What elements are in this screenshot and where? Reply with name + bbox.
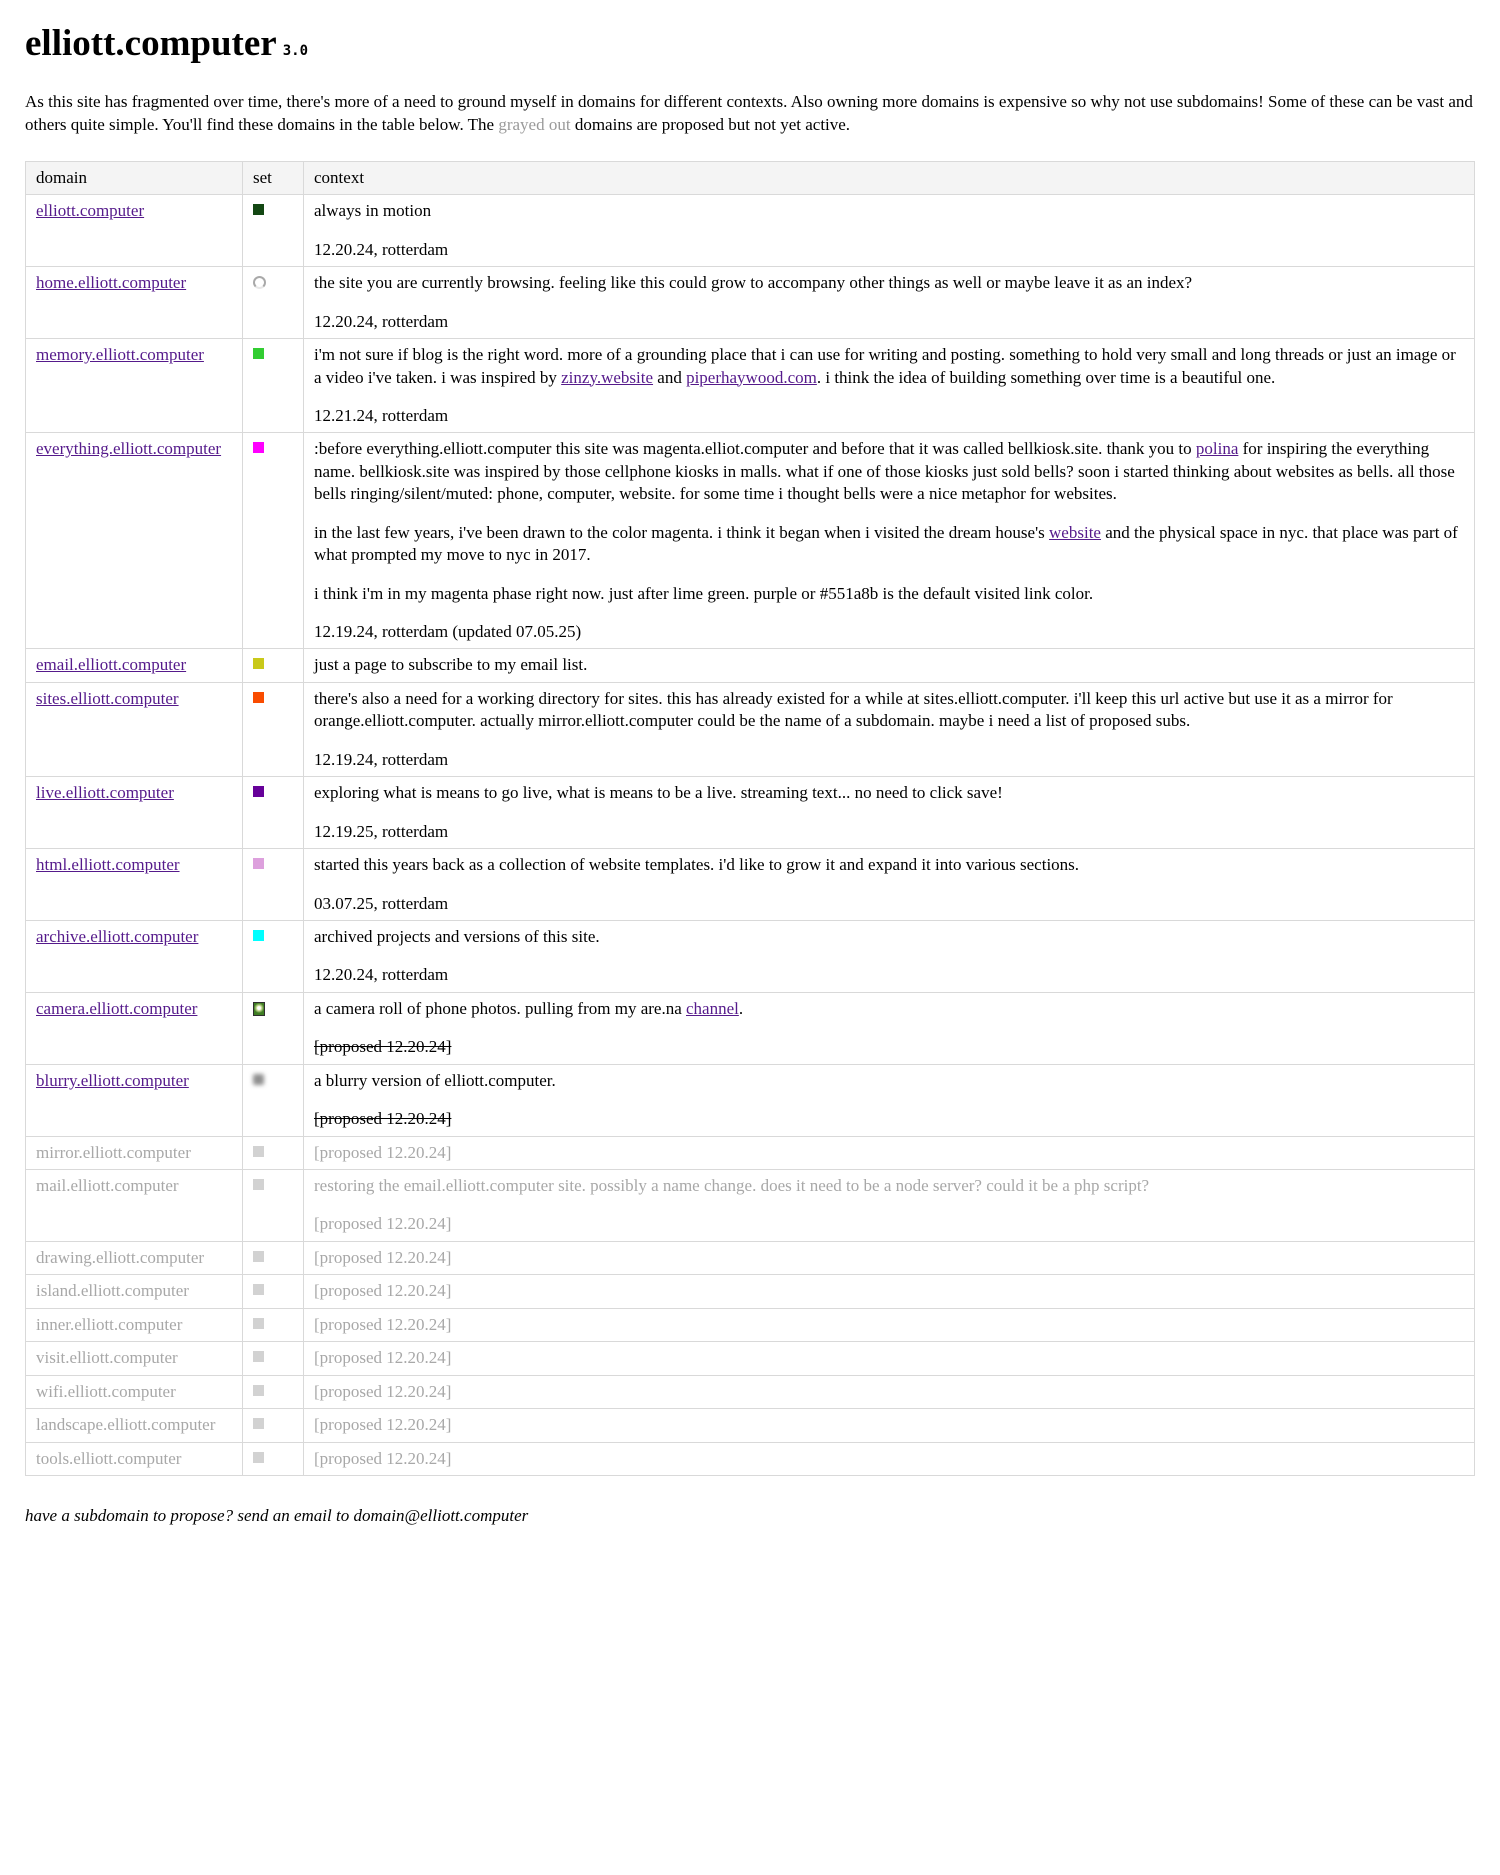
context-text: 12.20.24, rotterdam [314, 311, 449, 331]
context-text: [proposed 12.20.24] [314, 1142, 452, 1162]
context-paragraph [314, 272, 1464, 294]
context-paragraph [314, 1347, 1464, 1369]
context-text: i think i'm in my magenta phase right now. just after lime green. purple or #551a8b is the default visited link color. [314, 583, 1094, 603]
loading-spinner-icon [253, 276, 266, 289]
context-paragraph [314, 1175, 1464, 1197]
status-square-icon [253, 858, 264, 869]
context-paragraph [314, 1314, 1464, 1336]
status-square-icon [253, 930, 264, 941]
domain-link[interactable]: camera.elliott.computer [36, 998, 198, 1018]
context-paragraph [314, 311, 1464, 333]
context-paragraph [314, 405, 1464, 427]
propose-email: domain@elliott.computer [353, 1505, 529, 1525]
context-text: 12.21.24, rotterdam [314, 405, 449, 425]
blurred-square-icon [253, 1074, 264, 1085]
proposed-strikethrough-text: [proposed 12.20.24] [314, 1037, 452, 1057]
context-paragraph [314, 438, 1464, 505]
table-row [26, 1136, 1475, 1169]
context-paragraph [314, 688, 1464, 733]
context-text: 12.20.24, rotterdam [314, 965, 449, 985]
intro-text-after: domains are proposed but not yet active. [570, 114, 851, 134]
table-row [26, 1170, 1475, 1242]
context-paragraph [314, 893, 1464, 915]
proposed-strikethrough-text: [proposed 12.20.24] [314, 1109, 452, 1129]
context-text: . i think the idea of building something over time is a beautiful one. [816, 367, 1276, 387]
column-header-domain: domain [26, 161, 243, 194]
domain-text: mirror.elliott.computer [36, 1142, 191, 1162]
table-row [26, 920, 1475, 992]
context-text: started this years back as a collection of website templates. i'd like to grow it and expand it into various sections. [314, 855, 1080, 875]
footer-note [25, 1506, 1475, 1526]
context-paragraph [314, 1213, 1464, 1235]
table-row [26, 1275, 1475, 1308]
proposed-square-icon [253, 1418, 264, 1429]
context-text: just a page to subscribe to my email list. [314, 655, 588, 675]
table-row [26, 1064, 1475, 1136]
context-text: 03.07.25, rotterdam [314, 893, 449, 913]
domain-link[interactable]: blurry.elliott.computer [36, 1070, 189, 1090]
context-text: a camera roll of phone photos. pulling from my are.na [314, 998, 686, 1018]
context-text: for inspiring the everything name. bellkiosk.site was inspired by those cellphone kiosks in malls. what if one of those kiosks just sold bells? soon i started thinking about websites as bells. all those bells ringing/silent/muted: phone, computer, website. for some time i thought bells were a nice metaphor for websites. [314, 439, 1455, 504]
table-row [26, 649, 1475, 682]
intro-paragraph [25, 91, 1475, 137]
domain-text: drawing.elliott.computer [36, 1247, 205, 1267]
domain-link[interactable]: sites.elliott.computer [36, 688, 179, 708]
context-text: [proposed 12.20.24] [314, 1314, 452, 1334]
domain-link[interactable]: email.elliott.computer [36, 655, 187, 675]
domain-link[interactable]: html.elliott.computer [36, 855, 180, 875]
context-paragraph [314, 344, 1464, 389]
inline-link[interactable]: zinzy.website [561, 367, 654, 387]
table-row [26, 339, 1475, 433]
context-paragraph [314, 1070, 1464, 1092]
proposed-square-icon [253, 1251, 264, 1262]
context-paragraph [314, 926, 1464, 948]
context-text: and [653, 367, 687, 387]
inline-link[interactable]: polina [1195, 439, 1239, 459]
table-row [26, 1442, 1475, 1475]
table-header-row [26, 161, 1475, 194]
context-paragraph [314, 782, 1464, 804]
context-text: in the last few years, i've been drawn to the color magenta. i think it began when i visited the dream house's [314, 522, 1050, 542]
table-row [26, 1342, 1475, 1375]
domain-text: island.elliott.computer [36, 1281, 189, 1301]
status-square-icon [253, 442, 264, 453]
proposed-square-icon [253, 1385, 264, 1396]
context-paragraph [314, 654, 1464, 676]
context-paragraph [314, 1381, 1464, 1403]
context-paragraph [314, 1414, 1464, 1436]
grayed-out-note: grayed out [498, 114, 571, 134]
proposed-square-icon [253, 1284, 264, 1295]
column-header-context: context [304, 161, 1475, 194]
proposed-square-icon [253, 1318, 264, 1329]
inline-link[interactable]: piperhaywood.com [686, 367, 817, 387]
context-paragraph [314, 1247, 1464, 1269]
domain-text: visit.elliott.computer [36, 1348, 178, 1368]
domain-link[interactable]: live.elliott.computer [36, 783, 174, 803]
context-text: restoring the email.elliott.computer site. possibly a name change. does it need to be a node server? could it be a php script? [314, 1176, 1150, 1195]
context-paragraph [314, 821, 1464, 843]
domain-link[interactable]: elliott.computer [36, 201, 145, 221]
domain-text: tools.elliott.computer [36, 1448, 182, 1468]
context-text: always in motion [314, 201, 432, 221]
footer-text: have a subdomain to propose? send an email to [25, 1505, 354, 1525]
context-paragraph [314, 964, 1464, 986]
table-row [26, 849, 1475, 921]
inline-link[interactable]: website [1049, 522, 1101, 542]
context-text: :before everything.elliott.computer this site was magenta.elliot.computer and before that it was called bellkiosk.site. thank you to [314, 439, 1196, 459]
context-text: archived projects and versions of this site. [314, 926, 600, 946]
table-row [26, 195, 1475, 267]
context-text: [proposed 12.20.24] [314, 1247, 452, 1267]
domain-text: mail.elliott.computer [36, 1176, 179, 1195]
context-text: . [738, 998, 744, 1018]
table-row [26, 267, 1475, 339]
status-square-icon [253, 658, 264, 669]
context-paragraph [314, 200, 1464, 222]
domain-link[interactable]: everything.elliott.computer [36, 439, 222, 459]
context-paragraph [314, 583, 1464, 605]
context-paragraph [314, 1036, 1464, 1058]
column-header-set: set [243, 161, 304, 194]
version-label: 3.0 [282, 43, 309, 59]
domain-text: landscape.elliott.computer [36, 1415, 216, 1435]
context-text: there's also a need for a working directory for sites. this has already existed for a while at sites.elliott.computer. i'll keep this url active but use it as a mirror for orange.elliott.computer. actually mirror.elliott.computer could be the name of a subdomain. maybe i need a list of proposed subs. [314, 688, 1393, 731]
domain-text: wifi.elliott.computer [36, 1381, 176, 1401]
context-paragraph [314, 1280, 1464, 1302]
inline-link[interactable]: channel [686, 998, 739, 1018]
proposed-square-icon [253, 1179, 264, 1190]
domain-link[interactable]: archive.elliott.computer [36, 926, 199, 946]
context-text: [proposed 12.20.24] [314, 1448, 452, 1468]
intro-text-before: As this site has fragmented over time, there's more of a need to ground myself in domains for different contexts. Also owning more domains is expensive so why not use subdomains! Some of these can be vast and others quite simple. You'll find these domains in the table below. The [25, 92, 1473, 134]
status-square-icon [253, 692, 264, 703]
proposed-square-icon [253, 1351, 264, 1362]
context-text: [proposed 12.20.24] [314, 1415, 452, 1435]
context-paragraph [314, 1142, 1464, 1164]
context-text: 12.19.25, rotterdam [314, 821, 449, 841]
domain-link[interactable]: home.elliott.computer [36, 273, 187, 293]
context-text: exploring what is means to go live, what is means to be a live. streaming text... no need to click save! [314, 783, 1003, 803]
context-text: 12.20.24, rotterdam [314, 239, 449, 259]
context-paragraph [314, 522, 1464, 567]
context-paragraph [314, 1108, 1464, 1130]
proposed-square-icon [253, 1452, 264, 1463]
table-row [26, 1308, 1475, 1341]
table-row [26, 1375, 1475, 1408]
table-row [26, 992, 1475, 1064]
context-text: a blurry version of elliott.computer. [314, 1070, 556, 1090]
table-row [26, 1409, 1475, 1442]
status-square-icon [253, 786, 264, 797]
site-name: elliott.computer [25, 23, 277, 64]
context-text: 12.19.24, rotterdam (updated 07.05.25) [314, 622, 582, 641]
context-paragraph [314, 239, 1464, 261]
domain-link[interactable]: memory.elliott.computer [36, 345, 204, 365]
status-square-icon [253, 204, 264, 215]
context-paragraph [314, 854, 1464, 876]
context-paragraph [314, 1448, 1464, 1470]
context-paragraph [314, 998, 1464, 1020]
context-text: 12.19.24, rotterdam [314, 749, 449, 769]
context-paragraph [314, 749, 1464, 771]
table-row [26, 433, 1475, 649]
domain-text: inner.elliott.computer [36, 1314, 183, 1334]
context-text: [proposed 12.20.24] [314, 1214, 452, 1234]
proposed-square-icon [253, 1146, 264, 1157]
page-title [25, 22, 1475, 65]
table-row [26, 1241, 1475, 1274]
context-text: and the physical space in nyc. that place was part of what prompted my move to nyc in 2017. [314, 522, 1458, 565]
status-square-icon [253, 348, 264, 359]
context-text: [proposed 12.20.24] [314, 1281, 452, 1301]
context-text: the site you are currently browsing. feeling like this could grow to accompany other things as well or maybe leave it as an index? [314, 273, 1193, 293]
table-row [26, 777, 1475, 849]
context-text: [proposed 12.20.24] [314, 1348, 452, 1368]
table-row [26, 682, 1475, 776]
context-text: i'm not sure if blog is the right word. more of a grounding place that i can use for writing and posting. something to hold very small and long threads or just an image or a video i've taken. i was inspired by [314, 345, 1456, 387]
table-body [26, 195, 1475, 1476]
photo-thumbnail-icon [253, 1002, 265, 1016]
context-paragraph [314, 621, 1464, 643]
domains-table [25, 161, 1475, 1476]
context-text: [proposed 12.20.24] [314, 1381, 452, 1401]
